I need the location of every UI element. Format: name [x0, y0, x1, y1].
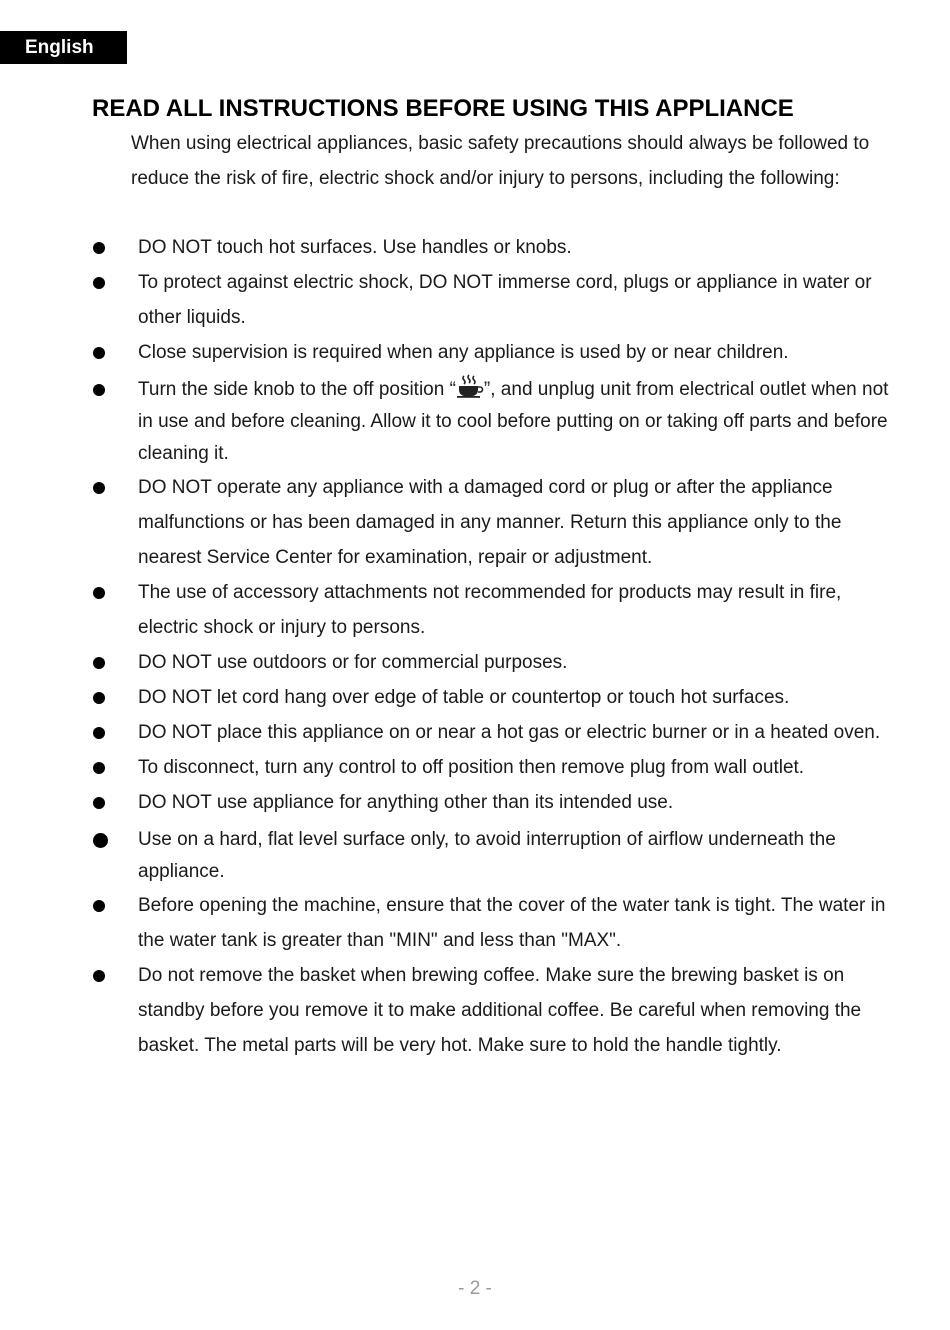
list-item-text: To protect against electric shock, DO NOT immerse cord, plugs or appliance in water or other liquids.	[138, 272, 872, 328]
list-item	[0, 958, 898, 1063]
list-item	[0, 750, 898, 785]
list-item	[0, 680, 898, 715]
list-item-text: DO NOT touch hot surfaces. Use handles or knobs.	[138, 237, 572, 258]
intro-paragraph: When using electrical appliances, basic safety precautions should always be followed to reduce the risk of fire, electric shock and/or injury to persons, including the following:	[131, 133, 870, 189]
list-item	[0, 470, 898, 575]
list-item-text: DO NOT operate any appliance with a damaged cord or plug or after the appliance malfunctions or has been damaged in any manner. Return this appliance only to the nearest Service Center for examination, repair or adjustment.	[138, 477, 842, 568]
list-item	[0, 230, 898, 265]
list-item-text: Close supervision is required when any appliance is used by or near children.	[138, 342, 789, 363]
list-item	[0, 820, 898, 888]
list-item-text: DO NOT let cord hang over edge of table or countertop or touch hot surfaces.	[138, 687, 790, 708]
bullet-icon	[93, 587, 105, 599]
language-tab: English	[0, 31, 127, 64]
list-item-text: Use on a hard, flat level surface only, to avoid interruption of airflow underneath the appliance.	[138, 829, 836, 882]
page-number: - 2 -	[458, 1278, 492, 1299]
list-item	[0, 785, 898, 820]
list-item	[0, 265, 898, 335]
page-title: READ ALL INSTRUCTIONS BEFORE USING THIS APPLIANCE	[92, 95, 794, 122]
list-item-text: The use of accessory attachments not recommended for products may result in fire, electric shock or injury to persons.	[138, 582, 842, 638]
bullet-icon	[93, 384, 105, 396]
list-item-text: DO NOT use appliance for anything other than its intended use.	[138, 792, 674, 813]
bullet-icon	[93, 277, 105, 289]
list-item	[0, 575, 898, 645]
bullet-icon	[93, 900, 105, 912]
list-item	[0, 645, 898, 680]
safety-instructions-list	[0, 230, 950, 1063]
bullet-icon	[93, 347, 105, 359]
list-item-text: DO NOT place this appliance on or near a hot gas or electric burner or in a heated oven.	[138, 722, 881, 743]
coffee-cup-steam-icon	[456, 374, 484, 398]
bullet-icon	[93, 242, 105, 254]
list-item-text: Turn the side knob to the off position “	[138, 379, 456, 400]
list-item-text: Do not remove the basket when brewing coffee. Make sure the brewing basket is on standby before you remove it to make additional coffee. Be careful when removing the basket. The metal parts will be very hot. Make sure to hold the handle tightly.	[138, 965, 862, 1056]
list-item-text: DO NOT use outdoors or for commercial purposes.	[138, 652, 568, 673]
list-item	[0, 715, 898, 750]
list-item	[0, 370, 898, 470]
bullet-icon	[93, 727, 105, 739]
bullet-icon	[93, 657, 105, 669]
bullet-icon	[93, 833, 108, 848]
list-item-text: To disconnect, turn any control to off position then remove plug from wall outlet.	[138, 757, 805, 778]
list-item	[0, 888, 898, 958]
bullet-icon	[93, 797, 105, 809]
list-item-text: ”, and unplug unit from electrical outlet when not in use and before cleaning. Allow it to cool before putting on or taking off parts and before cleaning it.	[138, 379, 889, 464]
bullet-icon	[93, 692, 105, 704]
bullet-icon	[93, 482, 105, 494]
list-item-text: Before opening the machine, ensure that the cover of the water tank is tight. The water in the water tank is greater than "MIN" and less than "MAX".	[138, 895, 886, 951]
bullet-icon	[93, 970, 105, 982]
bullet-icon	[93, 762, 105, 774]
list-item	[0, 335, 898, 370]
